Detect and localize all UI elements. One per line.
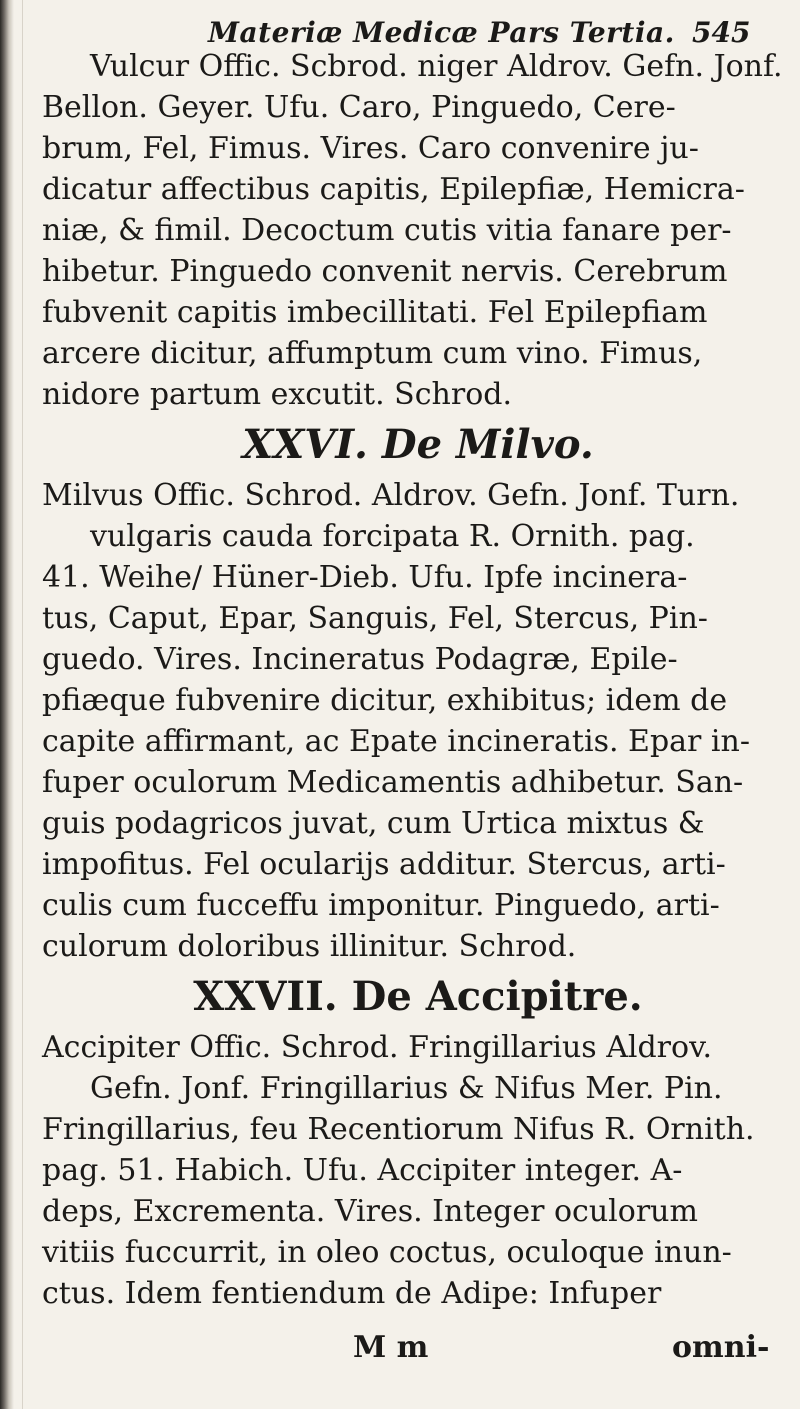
text-line: vitiis fuccurrit, in oleo coctus, oculoque inun- xyxy=(42,1235,732,1270)
text-line: ctus. Idem fentiendum de Adipe: Infuper xyxy=(42,1276,662,1311)
text-line: tus, Caput, Epar, Sanguis, Fel, Stercus, Pin- xyxy=(42,601,708,636)
page-footer xyxy=(0,1330,800,1370)
text-line: Accipiter Offic. Schrod. Fringillarius Aldrov. xyxy=(42,1030,713,1065)
text-line: guedo. Vires. Incineratus Podagræ, Epile- xyxy=(42,642,678,677)
text-line: brum, Fel, Fimus. Vires. Caro convenire ju- xyxy=(42,131,699,166)
text-line: Gefn. Jonf. Fringillarius & Nifus Mer. Pin. xyxy=(90,1071,723,1106)
text-line: fuper oculorum Medicamentis adhibetur. San- xyxy=(42,765,744,800)
text-line: pfiæque fubvenire dicitur, exhibitus; idem de xyxy=(42,683,728,718)
signature-mark: M m xyxy=(353,1330,429,1365)
text-line: Bellon. Geyer. Ufu. Caro, Pinguedo, Cere- xyxy=(42,90,676,125)
text-line: Milvus Offic. Schrod. Aldrov. Gefn. Jonf. Turn. xyxy=(42,478,740,513)
text-line: niæ, & fimil. Decoctum cutis vitia fanare per- xyxy=(42,213,732,248)
section-heading-milvus: XXVI. De Milvo. xyxy=(242,421,594,468)
text-line: capite affirmant, ac Epate incineratis. Epar in- xyxy=(42,724,750,759)
text-line: 41. Weihe/ Hüner-Dieb. Ufu. Ipfe incinera- xyxy=(42,560,688,595)
text-line: nidore partum excutit. Schrod. xyxy=(42,377,512,412)
text-line: culorum doloribus illinitur. Schrod. xyxy=(42,929,577,964)
text-line: Vulcur Offic. Scbrod. niger Aldrov. Gefn. Jonf. xyxy=(90,49,783,84)
page-number: 545 xyxy=(692,16,751,49)
text-line: hibetur. Pinguedo convenit nervis. Cerebrum xyxy=(42,254,728,289)
text-line: arcere dicitur, affumptum cum vino. Fimus, xyxy=(42,336,703,371)
gutter-shadow-line xyxy=(22,0,23,1409)
running-title: Materiæ Medicæ Pars Tertia. xyxy=(208,16,675,49)
page-gutter-edge xyxy=(0,0,14,1409)
text-line: dicatur affectibus capitis, Epilepfiæ, Hemicra- xyxy=(42,172,745,207)
section-heading-accipiter: XXVII. De Accipitre. xyxy=(193,973,643,1020)
text-line: fubvenit capitis imbecillitati. Fel Epilepfiam xyxy=(42,295,708,330)
text-line: pag. 51. Habich. Ufu. Accipiter integer. A- xyxy=(42,1153,683,1188)
text-line: guis podagricos juvat, cum Urtica mixtus & xyxy=(42,806,705,841)
text-line: impofitus. Fel ocularijs additur. Stercus, arti- xyxy=(42,847,726,882)
text-line: deps, Excrementa. Vires. Integer oculorum xyxy=(42,1194,698,1229)
text-line: culis cum fucceffu imponitur. Pinguedo, arti- xyxy=(42,888,720,923)
catchword: omni- xyxy=(672,1330,770,1365)
text-line: vulgaris cauda forcipata R. Ornith. pag. xyxy=(90,519,695,554)
page-body xyxy=(42,46,794,1314)
text-line: Fringillarius, feu Recentiorum Nifus R. Ornith. xyxy=(42,1112,755,1147)
